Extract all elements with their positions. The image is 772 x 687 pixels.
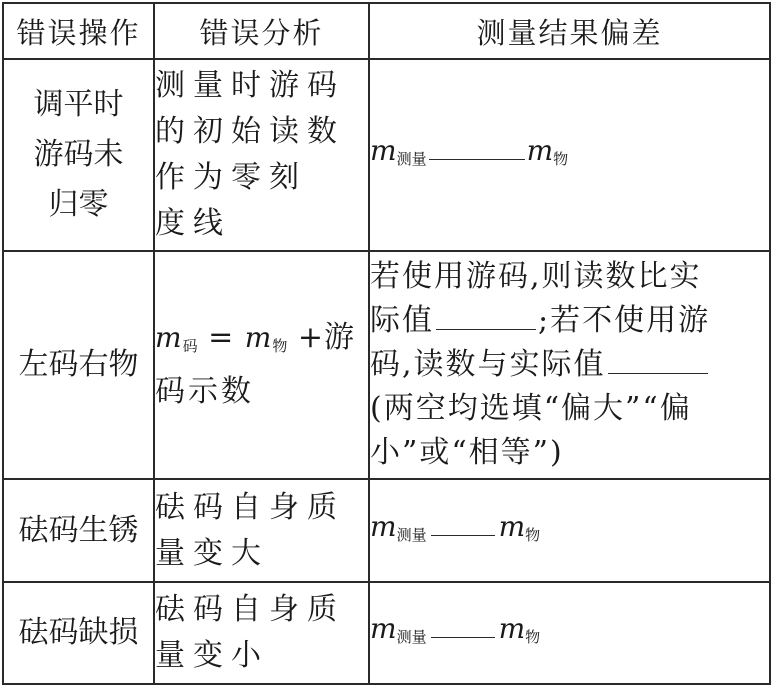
comparison-formula [370,509,541,544]
answer-blank[interactable] [436,305,536,330]
operation-line: 游码未 [33,137,124,172]
mass-symbol: m [244,321,273,354]
analysis-line: 作为零刻 [155,160,307,195]
table-row [3,251,770,479]
analysis-line: 测量时游码 [155,68,345,103]
result-cell [369,479,770,582]
mass-symbol: m [370,612,397,645]
result-line: 小”或“相等”) [370,435,564,470]
operation-cell [3,59,154,251]
operation-line: 调平时 [33,87,124,122]
analysis-line: 度线 [155,206,231,241]
mass-symbol: m [155,321,183,354]
answer-blank[interactable] [431,613,495,638]
analysis-line: 量变大 [155,535,269,571]
operation-line: 归零 [48,187,109,222]
result-line: 若使用游码,则读数比实 [370,259,702,294]
result-cell [369,59,770,251]
equals-sign: = [197,320,245,355]
analysis-cell [154,479,369,582]
table-row [3,479,770,582]
operation-cell [3,251,154,479]
mass-subscript: 物 [525,628,541,646]
header-analysis: 错误分析 [154,3,369,59]
analysis-line: 码示数 [155,374,254,409]
analysis-cell [154,59,369,251]
operation-line: 左码右物 [18,347,139,382]
mass-subscript: 测量 [396,628,427,646]
table-row [3,59,770,251]
mass-symbol: m [498,509,526,543]
operation-line: 砝码缺损 [18,615,139,650]
mass-subscript: 物 [272,337,288,355]
error-analysis-table [2,2,771,685]
answer-blank[interactable] [431,511,495,536]
result-line: (两空均选填“偏大”“偏 [370,391,692,426]
formula-line [155,315,368,369]
mass-symbol: m [526,134,554,167]
result-text: ;若不使用游 [538,303,711,338]
header-row [3,3,770,59]
result-text: 际值 [370,303,434,338]
result-cell [369,582,770,684]
result-line [370,299,769,343]
comparison-formula [370,136,568,167]
mass-symbol: m [370,134,397,167]
plus-text: +游 [287,320,356,355]
header-result: 测量结果偏差 [369,3,770,59]
comparison-formula [370,614,540,645]
analysis-line: 的初始读数 [155,114,345,149]
result-line [370,343,769,387]
mass-subscript: 码 [182,337,198,355]
analysis-line: 量变小 [155,638,269,673]
mass-symbol: m [370,509,397,543]
answer-blank[interactable] [429,135,525,160]
mass-symbol: m [498,612,526,645]
analysis-cell [154,251,369,479]
operation-cell [3,479,154,582]
mass-subscript: 测量 [396,525,427,544]
mass-subscript: 物 [525,525,541,544]
mass-subscript: 物 [553,150,569,168]
table-row [3,582,770,684]
analysis-cell [154,582,369,684]
operation-cell [3,582,154,684]
operation-line: 砝码生锈 [18,512,139,548]
answer-blank[interactable] [608,349,708,374]
result-cell [369,251,770,479]
mass-subscript: 测量 [396,150,427,168]
analysis-line: 砝码自身质 [155,592,345,627]
result-text: 码,读数与实际值 [370,347,606,382]
header-operation: 错误操作 [3,3,154,59]
analysis-line: 砝码自身质 [155,489,345,525]
